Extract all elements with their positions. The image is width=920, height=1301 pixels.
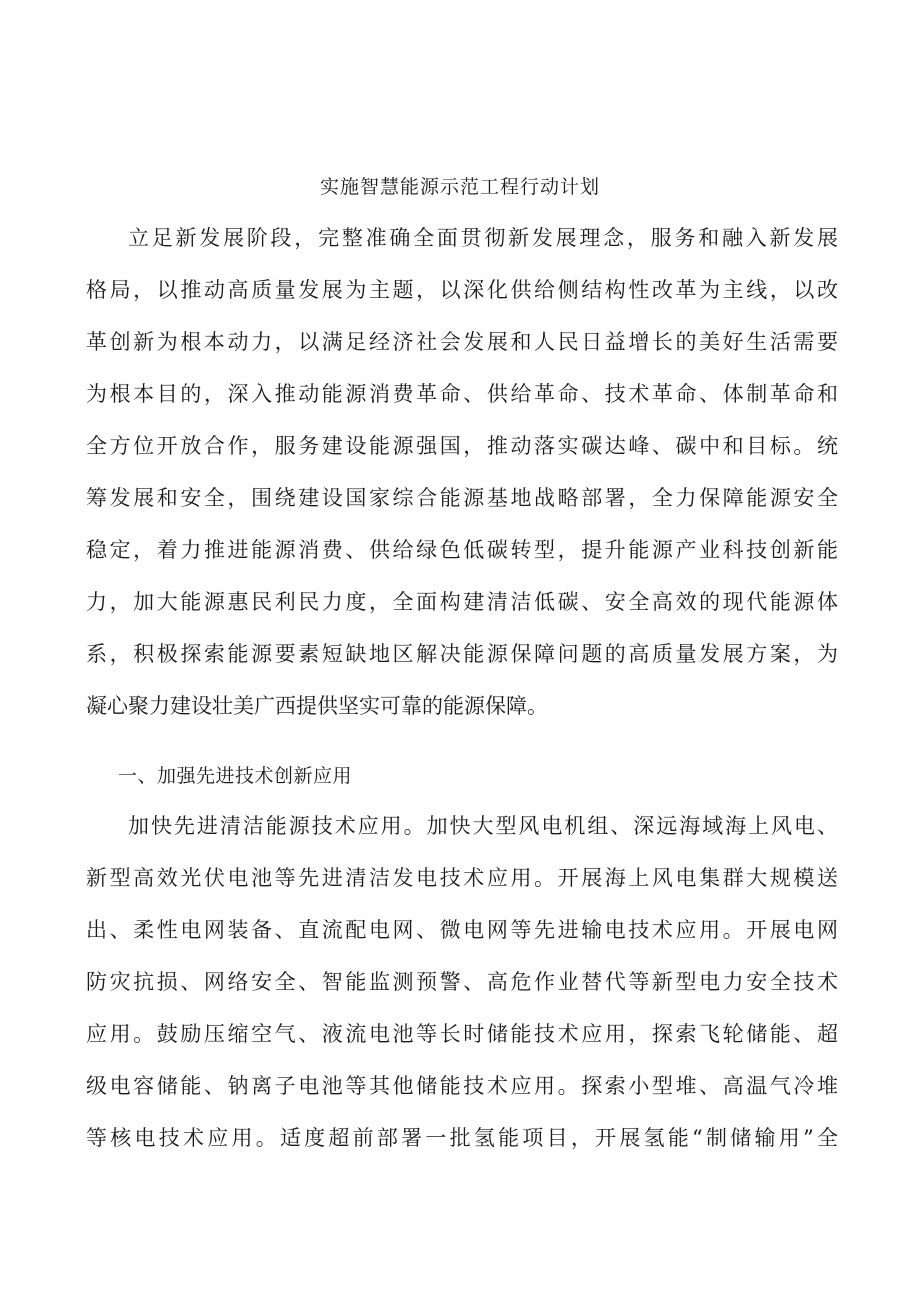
intro-paragraph-line: 革创新为根本动力，以满足经济社会发展和人民日益增长的美好生活需要 bbox=[86, 330, 838, 354]
intro-paragraph-line: 系，积极探索能源要素短缺地区解决能源保障问题的高质量发展方案，为 bbox=[86, 642, 838, 666]
intro-paragraph-line: 筹发展和安全，围绕建设国家综合能源基地战略部署，全力保障能源安全 bbox=[86, 486, 838, 510]
section-paragraph-line: 新型高效光伏电池等先进清洁发电技术应用。开展海上风电集群大规模送 bbox=[86, 866, 838, 890]
section-paragraph-line: 防灾抗损、网络安全、智能监测预警、高危作业替代等新型电力安全技术 bbox=[86, 970, 838, 994]
intro-paragraph-line: 稳定，着力推进能源消费、供给绿色低碳转型，提升能源产业科技创新能 bbox=[86, 538, 838, 562]
section-paragraph-line: 级电容储能、钠离子电池等其他储能技术应用。探索小型堆、高温气冷堆 bbox=[86, 1074, 838, 1098]
intro-paragraph-line: 格局，以推动高质量发展为主题，以深化供给侧结构性改革为主线，以改 bbox=[86, 278, 838, 302]
section-paragraph-line: 等核电技术应用。适度超前部署一批氢能项目，开展氢能“制储输用”全 bbox=[86, 1126, 838, 1150]
intro-paragraph-line: 力，加大能源惠民利民力度，全面构建清洁低碳、安全高效的现代能源体 bbox=[86, 590, 838, 614]
intro-paragraph-line: 凝心聚力建设壮美广西提供坚实可靠的能源保障。 bbox=[86, 694, 548, 718]
document-title: 实施智慧能源示范工程行动计划 bbox=[319, 176, 600, 198]
section-paragraph-line: 出、柔性电网装备、直流配电网、微电网等先进输电技术应用。开展电网 bbox=[86, 918, 838, 942]
section-paragraph-line: 加快先进清洁能源技术应用。加快大型风电机组、深远海域海上风电、 bbox=[128, 814, 838, 838]
intro-paragraph-line: 为根本目的，深入推动能源消费革命、供给革命、技术革命、体制革命和 bbox=[86, 382, 838, 406]
section-paragraph-line: 应用。鼓励压缩空气、液流电池等长时储能技术应用，探索飞轮储能、超 bbox=[86, 1022, 838, 1046]
intro-paragraph-line: 立足新发展阶段，完整准确全面贯彻新发展理念，服务和融入新发展 bbox=[128, 226, 838, 250]
section-heading: 一、加强先进技术创新应用 bbox=[118, 765, 353, 787]
intro-paragraph-line: 全方位开放合作，服务建设能源强国，推动落实碳达峰、碳中和目标。统 bbox=[86, 434, 838, 458]
